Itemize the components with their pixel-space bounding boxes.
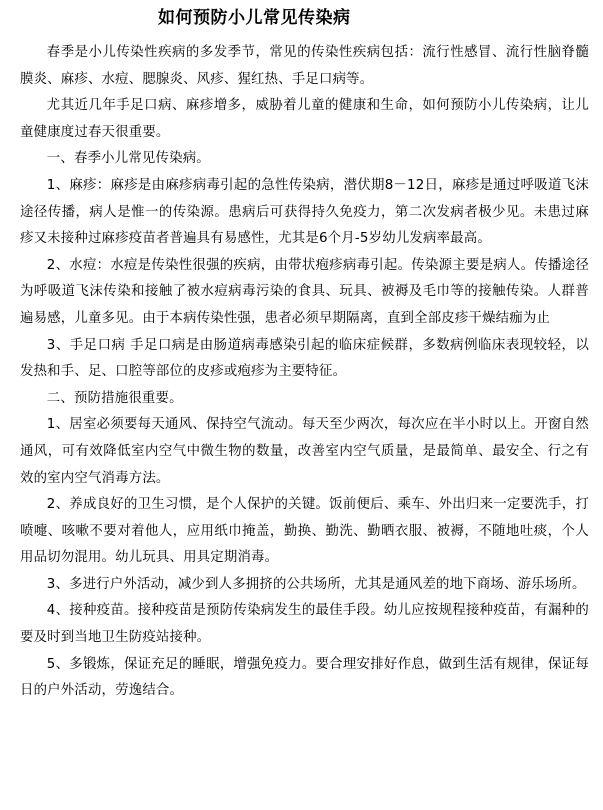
- section-heading-2: 二、预防措施很重要。: [46, 390, 183, 406]
- paragraph-intro-2: 尤其近几年手足口病、麻疹增多，威胁着儿童的健康和生命，如何预防小儿传染病，让儿童健康度过春天很重要。: [20, 98, 589, 140]
- paragraph-measles: 1、麻疹：麻疹是由麻疹病毒引起的急性传染病，潜伏期8－12日，麻疹是通过呼吸道飞沫途径传播，病人是惟一的传染源。患病后可获得持久免疫力，第二次发病者极少见。未患过麻疹又未接种过麻疹疫苗者普遍具有易感性，尤其是6个月-5岁幼儿发病率最高。: [20, 177, 589, 247]
- paragraph-chickenpox: 2、水痘：水痘是传染性很强的疾病，由带状疱疹病毒引起。传染源主要是病人。传播途径为呼吸道飞沫传染和接触了被水痘病毒污染的食具、玩具、被褥及毛巾等的接触传染。人群普遍易感，儿童多见。由于本病传染性强，患者必须早期隔离，直到全部皮疹干燥结痂为止: [20, 257, 589, 326]
- paragraph-ventilation: 1、居室必须要每天通风、保持空气流动。每天至少两次，每次应在半小时以上。开窗自然通风，可有效降低室内空气中微生物的数量，改善室内空气质量，是最简单、最安全、行之有效的室内空气消毒方法。: [20, 417, 589, 486]
- paragraph-hfmd: 3、手足口病 手足口病是由肠道病毒感染引起的临床症候群，多数病例临床表现较轻，以发热和手、足、口腔等部位的皮疹或疱疹为主要特征。: [20, 337, 589, 380]
- paragraph-outdoor: 3、多进行户外活动，减少到人多拥挤的公共场所，尤其是通风差的地下商场、游乐场所。: [46, 576, 586, 592]
- paragraph-intro: 春季是小儿传染性疾病的多发季节，常见的传染性疾病包括：流行性感冒、流行性脑脊髓膜炎、麻疹、水痘、腮腺炎、风疹、猩红热、手足口病等。: [20, 45, 589, 87]
- paragraph-hygiene: 2、养成良好的卫生习惯，是个人保护的关键。饭前便后、乘车、外出归来一定要洗手，打喷嚏、咳嗽不要对着他人，应用纸巾掩盖，勤换、勤洗、勤晒衣服、被褥，不随地吐痰，个人用品切勿混用。幼儿玩具、用具定期消毒。: [20, 497, 589, 566]
- section-heading-1: 一、春季小儿常见传染病。: [46, 151, 210, 167]
- paragraph-vaccination: 4、接种疫苗。接种疫苗是预防传染病发生的最佳手段。幼儿应按规程接种疫苗，有漏种的要及时到当地卫生防疫站接种。: [20, 603, 589, 646]
- document-title: 如何预防小儿常见传染病: [158, 8, 351, 28]
- paragraph-exercise: 5、多锻炼，保证充足的睡眠，增强免疫力。要合理安排好作息，做到生活有规律，保证每日的户外活动，劳逸结合。: [20, 656, 589, 699]
